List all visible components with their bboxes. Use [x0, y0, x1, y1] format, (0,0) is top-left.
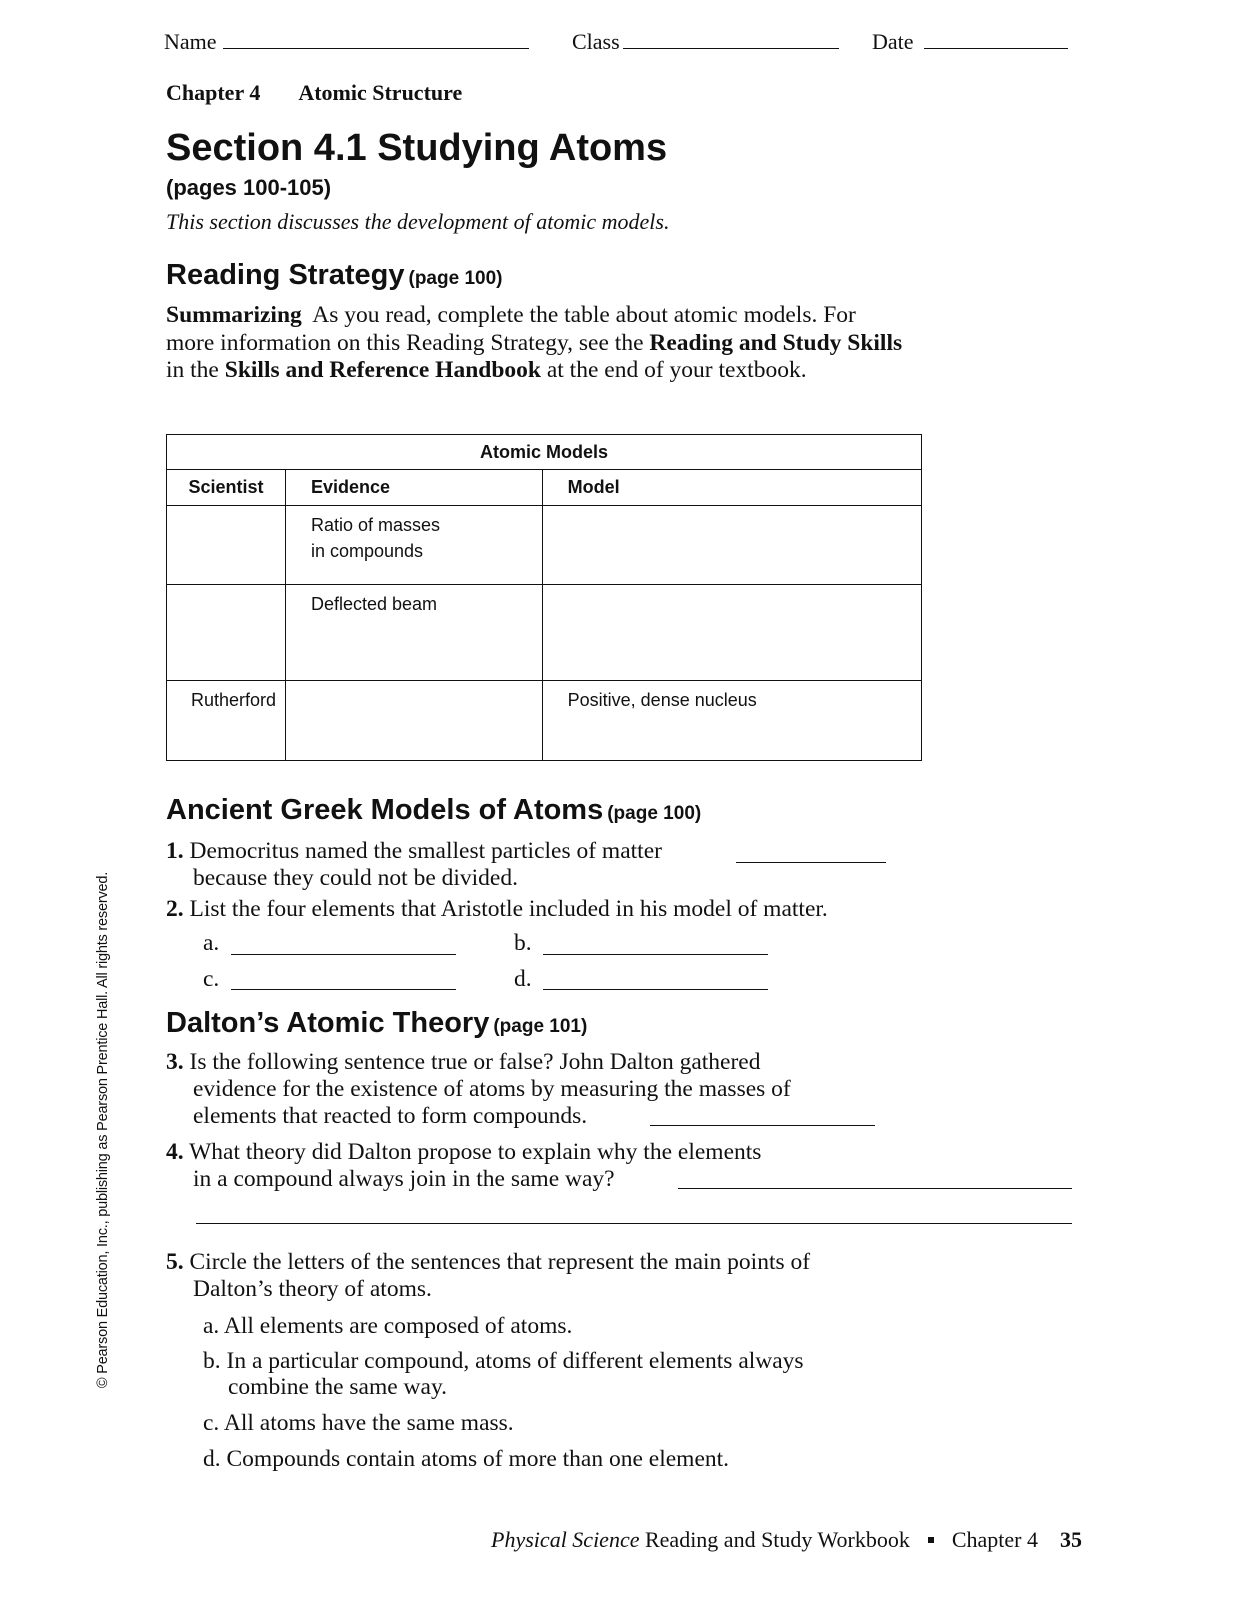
footer-book-italic: Physical Science [491, 1527, 640, 1552]
option-b-text: In a particular compound, atoms of different elements always [226, 1348, 804, 1374]
section-pages: (pages 100-105) [166, 175, 332, 200]
reading-strategy-paragraph [166, 302, 909, 385]
table-cell: Ratio of masses in compounds [285, 506, 542, 585]
option-d-text: Compounds contain atoms of more than one element. [226, 1446, 730, 1472]
page-number: 35 [1060, 1527, 1082, 1552]
table-header-row [167, 470, 922, 506]
table-row [167, 681, 922, 761]
question-5 [166, 1249, 810, 1277]
reading-strategy-heading [166, 259, 502, 292]
chapter-title: Atomic Structure [298, 80, 463, 105]
col-header-model: Model [542, 470, 921, 506]
option-c-letter: c. [203, 1410, 220, 1436]
element-a-letter: a. [203, 930, 220, 956]
question-1 [166, 838, 662, 866]
table-cell: Rutherford [167, 681, 286, 761]
page-footer [491, 1527, 1082, 1553]
question-5-number: 5. [166, 1249, 184, 1275]
option-d[interactable] [203, 1446, 729, 1474]
table-row [167, 585, 922, 681]
question-1-text: Democritus named the smallest particles of matter [189, 838, 662, 864]
answer-blank-4b[interactable] [196, 1223, 1072, 1224]
date-field [872, 26, 1068, 57]
dalton-title: Dalton’s Atomic Theory [166, 1007, 490, 1039]
option-d-letter: d. [203, 1446, 221, 1472]
bullet-square-icon [928, 1537, 934, 1543]
question-4-number: 4. [166, 1139, 184, 1165]
strategy-lead: Summarizing [166, 302, 302, 328]
table-cell[interactable] [167, 585, 286, 681]
greek-page: (page 100) [607, 803, 702, 824]
answer-blank-4a[interactable] [678, 1188, 1072, 1189]
question-2-text: List the four elements that Aristotle included in his model of matter. [189, 896, 828, 922]
question-3-line-1: Is the following sentence true or false? John Dalton gathered [189, 1049, 761, 1075]
question-3-line-3: elements that reacted to form compounds. [193, 1103, 588, 1129]
footer-chapter: Chapter 4 [951, 1527, 1038, 1552]
option-a-text: All elements are composed of atoms. [223, 1313, 573, 1339]
question-3-number: 3. [166, 1049, 184, 1075]
name-label: Name [164, 29, 217, 54]
element-b-letter: b. [514, 930, 532, 956]
element-a-blank[interactable] [231, 954, 456, 955]
section-intro: This section discusses the development of atomic models. [166, 209, 670, 234]
dalton-page: (page 101) [493, 1016, 588, 1037]
strategy-bold-1: Reading and Study Skills [649, 329, 903, 356]
col-header-evidence: Evidence [285, 470, 542, 506]
element-b-blank[interactable] [543, 954, 768, 955]
question-3-line-2: evidence for the existence of atoms by measuring the masses of [193, 1076, 791, 1102]
greek-heading [166, 794, 701, 827]
option-c[interactable] [203, 1410, 514, 1438]
element-c-blank[interactable] [231, 989, 456, 990]
table-row [167, 506, 922, 585]
question-5-line-1: Circle the letters of the sentences that represent the main points of [189, 1249, 811, 1275]
question-1-cont: because they could not be divided. [193, 865, 518, 891]
answer-blank-1[interactable] [736, 862, 886, 863]
question-5-line-2: Dalton’s theory of atoms. [193, 1276, 432, 1302]
greek-title: Ancient Greek Models of Atoms [166, 794, 604, 826]
question-4 [166, 1139, 761, 1167]
option-b-cont: combine the same way. [228, 1374, 448, 1400]
question-4-line-2: in a compound always join in the same way? [193, 1166, 615, 1192]
table-cell[interactable] [167, 506, 286, 585]
class-label: Class [572, 29, 620, 54]
chapter-heading [166, 80, 462, 106]
reading-strategy-title: Reading Strategy [166, 259, 405, 291]
question-1-number: 1. [166, 838, 184, 864]
name-blank[interactable] [223, 26, 529, 49]
question-3 [166, 1049, 761, 1077]
question-2-number: 2. [166, 896, 184, 922]
element-d-letter: d. [514, 966, 532, 992]
reading-strategy-page: (page 100) [408, 268, 503, 289]
table-cell: Deflected beam [285, 585, 542, 681]
strategy-text-1: As you read, complete the table about atomic models. For more information on this Reading Strategy, see the [166, 302, 862, 356]
class-blank[interactable] [623, 26, 839, 49]
element-c-letter: c. [203, 966, 220, 992]
question-2 [166, 896, 828, 924]
table-cell: Positive, dense nucleus [542, 681, 921, 761]
strategy-text-3: at the end of your textbook. [540, 357, 807, 383]
option-a-letter: a. [203, 1313, 220, 1339]
date-label: Date [872, 29, 914, 54]
table-cell[interactable] [285, 681, 542, 761]
copyright-notice: © Pearson Education, Inc., publishing as Pearson Prentice Hall. All rights reserved. [95, 871, 111, 1389]
answer-blank-3[interactable] [650, 1125, 875, 1126]
option-b-letter: b. [203, 1348, 221, 1374]
section-title: Section 4.1 Studying Atoms [166, 127, 668, 169]
table-cell[interactable] [542, 585, 921, 681]
option-c-text: All atoms have the same mass. [223, 1410, 514, 1436]
class-field [572, 26, 839, 57]
dalton-heading [166, 1007, 587, 1040]
footer-book-rest: Reading and Study Workbook [639, 1527, 910, 1552]
strategy-bold-2: Skills and Reference Handbook [224, 357, 541, 383]
table-cell[interactable] [542, 506, 921, 585]
strategy-text-2: in the [166, 329, 909, 383]
date-blank[interactable] [924, 26, 1068, 49]
table-caption: Atomic Models [167, 435, 922, 470]
option-a[interactable] [203, 1313, 572, 1341]
name-field [164, 26, 529, 57]
element-d-blank[interactable] [543, 989, 768, 990]
atomic-models-table [166, 434, 922, 761]
col-header-scientist: Scientist [167, 470, 286, 506]
chapter-number: Chapter 4 [166, 80, 261, 105]
option-b[interactable] [203, 1348, 804, 1376]
question-4-line-1: What theory did Dalton propose to explain why the elements [189, 1139, 762, 1165]
